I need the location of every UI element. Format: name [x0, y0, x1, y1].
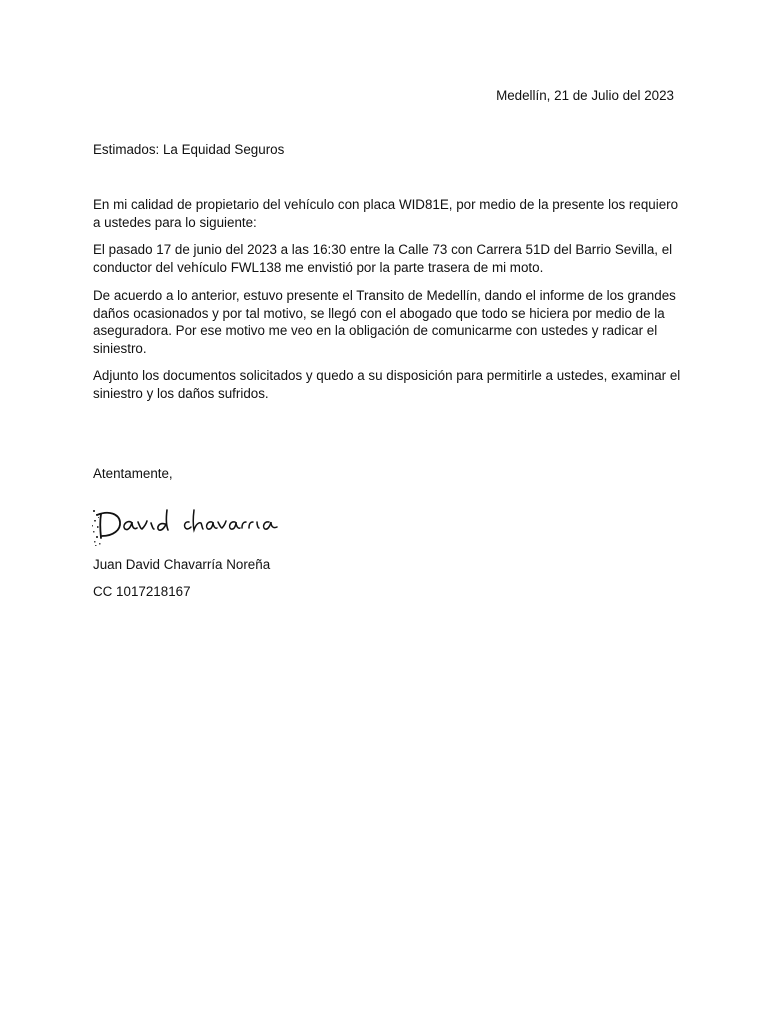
- salutation: Estimados: La Equidad Seguros: [93, 142, 285, 157]
- closing: Atentamente,: [93, 466, 173, 481]
- paragraph-4: Adjunto los documentos solicitados y quedo a su disposición para permitirle a ustedes, examinar el siniestro y los daños sufridos.: [93, 368, 681, 401]
- letter-date: Medellín, 21 de Julio del 2023: [496, 88, 674, 103]
- signer-id: CC 1017218167: [93, 584, 191, 599]
- signer-name: Juan David Chavarría Noreña: [93, 557, 271, 572]
- handwritten-signature: [91, 500, 301, 548]
- paragraph-1: En mi calidad de propietario del vehículo con placa WID81E, por medio de la presente los requiero a ustedes para lo siguiente:: [93, 197, 679, 230]
- paragraph-2: El pasado 17 de junio del 2023 a las 16:30 entre la Calle 73 con Carrera 51D del Barrio Sevilla, el conductor del vehículo FWL138 me envistió por la parte trasera de mi moto.: [93, 242, 673, 275]
- paragraph-3: De acuerdo a lo anterior, estuvo presente el Transito de Medellín, dando el informe de los grandes daños ocasionados y por tal motivo, se llegó con el abogado que todo se hiciera por medio de la aseguradora. Por ese motivo me veo en la obligación de comunicarme con ustedes y radicar el siniestro.: [93, 288, 676, 356]
